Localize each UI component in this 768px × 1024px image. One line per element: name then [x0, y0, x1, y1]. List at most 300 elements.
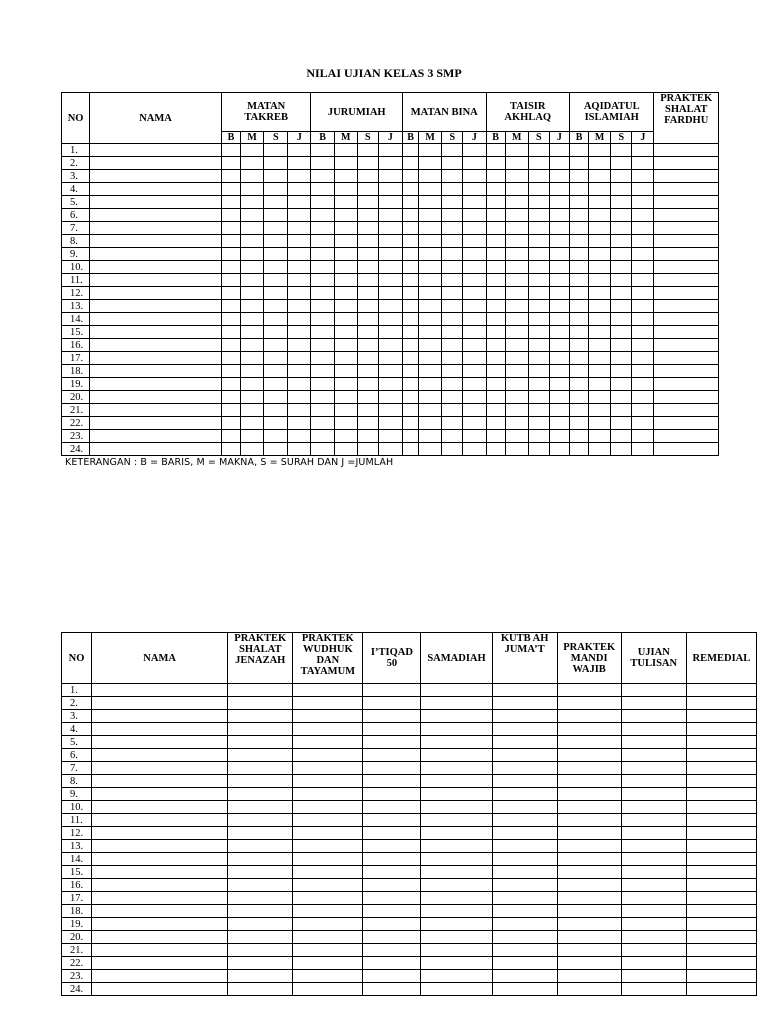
table-cell — [686, 710, 756, 723]
table-cell — [486, 430, 505, 443]
table-cell — [293, 762, 363, 775]
table-cell — [92, 944, 228, 957]
table-row — [62, 853, 757, 866]
table-cell — [403, 391, 419, 404]
table-cell — [311, 339, 334, 352]
table-cell — [505, 326, 528, 339]
table-cell — [221, 235, 240, 248]
table-cell — [549, 209, 569, 222]
table-cell — [92, 905, 228, 918]
table-cell — [357, 144, 378, 157]
table-cell — [241, 222, 264, 235]
table-cell — [241, 378, 264, 391]
table-cell — [403, 196, 419, 209]
table-cell — [654, 430, 719, 443]
table-cell — [492, 684, 557, 697]
table-cell — [221, 430, 240, 443]
row-number: 3. — [62, 170, 90, 183]
table-cell — [421, 853, 492, 866]
table-cell — [419, 430, 442, 443]
table-cell — [611, 196, 632, 209]
table-cell — [288, 417, 311, 430]
table-cell — [357, 274, 378, 287]
table-cell — [221, 391, 240, 404]
table-cell — [654, 157, 719, 170]
table-cell — [378, 287, 402, 300]
table-cell — [589, 170, 611, 183]
table-row — [62, 196, 719, 209]
table-cell — [419, 287, 442, 300]
table-cell — [442, 157, 463, 170]
table-cell — [686, 957, 756, 970]
table-cell — [611, 209, 632, 222]
table-cell — [505, 313, 528, 326]
table-cell — [632, 430, 654, 443]
table-cell — [486, 222, 505, 235]
col-header: KUTB AH JUMA’T — [492, 633, 557, 684]
table-cell — [621, 892, 686, 905]
table-cell — [293, 788, 363, 801]
table-cell — [442, 222, 463, 235]
table-cell — [549, 222, 569, 235]
table-cell — [621, 814, 686, 827]
table-row — [62, 879, 757, 892]
table-cell — [288, 248, 311, 261]
table-cell — [421, 983, 492, 996]
table-cell — [264, 391, 288, 404]
row-number: 17. — [62, 352, 90, 365]
table-cell — [357, 248, 378, 261]
table-cell — [378, 417, 402, 430]
table-cell — [621, 723, 686, 736]
table-cell — [92, 749, 228, 762]
table-cell — [92, 775, 228, 788]
table-cell — [589, 339, 611, 352]
table-cell — [492, 944, 557, 957]
table-cell — [403, 287, 419, 300]
table-cell — [528, 235, 549, 248]
table-cell — [357, 391, 378, 404]
table-cell — [486, 313, 505, 326]
table-cell — [589, 313, 611, 326]
table-cell — [378, 235, 402, 248]
table-cell — [288, 170, 311, 183]
col-subheader: J — [549, 132, 569, 144]
table-cell — [589, 365, 611, 378]
table-cell — [228, 905, 293, 918]
table-cell — [293, 853, 363, 866]
table-cell — [621, 905, 686, 918]
table-cell — [442, 352, 463, 365]
table-cell — [528, 443, 549, 456]
col-group-header: AQIDATUL ISLAMIAH — [569, 93, 653, 132]
table-cell — [549, 300, 569, 313]
row-number: 12. — [62, 827, 92, 840]
table-cell — [442, 365, 463, 378]
table-cell — [569, 300, 588, 313]
table-cell — [363, 905, 421, 918]
table-row — [62, 801, 757, 814]
table-cell — [288, 404, 311, 417]
table-cell — [686, 827, 756, 840]
table-cell — [611, 287, 632, 300]
table-cell — [378, 248, 402, 261]
table-cell — [288, 352, 311, 365]
table-cell — [557, 697, 621, 710]
table-cell — [492, 749, 557, 762]
table-cell — [486, 274, 505, 287]
row-number: 10. — [62, 801, 92, 814]
table-cell — [557, 762, 621, 775]
table-cell — [311, 326, 334, 339]
table-cell — [421, 931, 492, 944]
table-cell — [557, 944, 621, 957]
table-cell — [419, 404, 442, 417]
table-cell — [378, 157, 402, 170]
table-cell — [357, 365, 378, 378]
table-cell — [686, 801, 756, 814]
table-cell — [611, 326, 632, 339]
table-cell — [228, 762, 293, 775]
table-cell — [288, 274, 311, 287]
table-cell — [90, 209, 222, 222]
table-cell — [403, 222, 419, 235]
table-cell — [505, 183, 528, 196]
table-cell — [293, 840, 363, 853]
table-cell — [241, 339, 264, 352]
table-cell — [293, 866, 363, 879]
col-header: NO — [62, 633, 92, 684]
table-cell — [654, 300, 719, 313]
table-cell — [90, 183, 222, 196]
row-number: 1. — [62, 144, 90, 157]
table-cell — [611, 313, 632, 326]
table-cell — [569, 144, 588, 157]
table-cell — [492, 736, 557, 749]
table-cell — [442, 326, 463, 339]
table-cell — [357, 352, 378, 365]
table-cell — [557, 918, 621, 931]
table-cell — [611, 352, 632, 365]
col-header: UJIAN TULISAN — [621, 633, 686, 684]
table-cell — [378, 300, 402, 313]
table-row — [62, 957, 757, 970]
table-cell — [463, 300, 486, 313]
table-cell — [421, 957, 492, 970]
table-cell — [378, 144, 402, 157]
table-cell — [419, 196, 442, 209]
row-number: 16. — [62, 339, 90, 352]
table-cell — [228, 918, 293, 931]
table-cell — [241, 326, 264, 339]
table-cell — [621, 775, 686, 788]
table-cell — [421, 918, 492, 931]
table-cell — [363, 736, 421, 749]
table-cell — [288, 300, 311, 313]
col-header-no: NO — [62, 93, 90, 144]
table-cell — [549, 430, 569, 443]
table-cell — [486, 365, 505, 378]
table-cell — [90, 235, 222, 248]
table-cell — [632, 222, 654, 235]
table-cell — [221, 365, 240, 378]
table-cell — [241, 313, 264, 326]
table-cell — [589, 222, 611, 235]
table-cell — [357, 300, 378, 313]
table-cell — [463, 378, 486, 391]
table-cell — [378, 365, 402, 378]
table-cell — [228, 892, 293, 905]
table-cell — [505, 144, 528, 157]
table-cell — [654, 404, 719, 417]
table-cell — [288, 430, 311, 443]
table-cell — [288, 391, 311, 404]
table-cell — [463, 443, 486, 456]
table-cell — [557, 970, 621, 983]
table-cell — [557, 827, 621, 840]
col-group-header: MATAN BINA — [403, 93, 487, 132]
table-cell — [421, 827, 492, 840]
table-cell — [363, 762, 421, 775]
table-cell — [334, 378, 357, 391]
table-cell — [293, 918, 363, 931]
table-cell — [288, 235, 311, 248]
table-cell — [621, 931, 686, 944]
table-cell — [557, 905, 621, 918]
table-cell — [221, 170, 240, 183]
table-cell — [421, 788, 492, 801]
table-cell — [442, 248, 463, 261]
table-cell — [569, 326, 588, 339]
table-cell — [311, 170, 334, 183]
table-cell — [90, 365, 222, 378]
table-cell — [90, 378, 222, 391]
table-row — [62, 430, 719, 443]
table-cell — [421, 762, 492, 775]
table-cell — [549, 391, 569, 404]
table-cell — [611, 430, 632, 443]
table-cell — [419, 378, 442, 391]
table-cell — [528, 196, 549, 209]
table-cell — [378, 443, 402, 456]
table-cell — [334, 326, 357, 339]
table-cell — [421, 879, 492, 892]
table-cell — [363, 814, 421, 827]
table-cell — [403, 170, 419, 183]
table-cell — [221, 209, 240, 222]
table-cell — [221, 417, 240, 430]
table-cell — [288, 157, 311, 170]
table-cell — [264, 209, 288, 222]
table-cell — [241, 183, 264, 196]
row-number: 24. — [62, 983, 92, 996]
row-number: 13. — [62, 840, 92, 853]
table-cell — [492, 866, 557, 879]
table-cell — [632, 157, 654, 170]
table-cell — [92, 892, 228, 905]
table-cell — [90, 339, 222, 352]
table-row — [62, 918, 757, 931]
table-cell — [363, 970, 421, 983]
table-cell — [621, 788, 686, 801]
table-cell — [419, 144, 442, 157]
table-cell — [442, 261, 463, 274]
table-cell — [357, 404, 378, 417]
table-cell — [654, 170, 719, 183]
table-cell — [264, 404, 288, 417]
table-cell — [221, 144, 240, 157]
table-cell — [363, 892, 421, 905]
table-cell — [311, 430, 334, 443]
table-cell — [90, 391, 222, 404]
table-cell — [403, 326, 419, 339]
table-cell — [621, 957, 686, 970]
table-cell — [288, 222, 311, 235]
table-cell — [421, 866, 492, 879]
table-cell — [589, 430, 611, 443]
table-cell — [90, 352, 222, 365]
table-cell — [654, 391, 719, 404]
table-cell — [621, 710, 686, 723]
table-cell — [228, 931, 293, 944]
table-cell — [632, 287, 654, 300]
table-cell — [569, 365, 588, 378]
table-cell — [549, 144, 569, 157]
table-cell — [92, 853, 228, 866]
table-cell — [421, 710, 492, 723]
table-cell — [621, 827, 686, 840]
table-row — [62, 788, 757, 801]
row-number: 23. — [62, 970, 92, 983]
table-cell — [357, 222, 378, 235]
table-row — [62, 931, 757, 944]
row-number: 2. — [62, 157, 90, 170]
table-cell — [505, 222, 528, 235]
table-cell — [463, 339, 486, 352]
table-cell — [421, 697, 492, 710]
table-cell — [419, 248, 442, 261]
col-subheader: S — [442, 132, 463, 144]
table-cell — [241, 170, 264, 183]
col-group-header: MATAN TAKREB — [221, 93, 311, 132]
table-cell — [611, 157, 632, 170]
table-cell — [505, 443, 528, 456]
table-row — [62, 222, 719, 235]
table-cell — [654, 326, 719, 339]
table-cell — [293, 814, 363, 827]
table-cell — [492, 801, 557, 814]
table-cell — [264, 430, 288, 443]
table-cell — [686, 762, 756, 775]
table-cell — [557, 749, 621, 762]
table-cell — [92, 762, 228, 775]
table-cell — [654, 248, 719, 261]
table-cell — [654, 287, 719, 300]
table-cell — [334, 391, 357, 404]
score-table-1 — [61, 92, 719, 456]
table-cell — [492, 879, 557, 892]
table-cell — [92, 710, 228, 723]
table-cell — [505, 261, 528, 274]
table-cell — [463, 248, 486, 261]
row-number: 12. — [62, 287, 90, 300]
table-cell — [654, 352, 719, 365]
table-cell — [264, 144, 288, 157]
table-cell — [505, 417, 528, 430]
table-cell — [621, 749, 686, 762]
table-cell — [241, 235, 264, 248]
table-cell — [221, 339, 240, 352]
table-cell — [334, 183, 357, 196]
row-number: 22. — [62, 417, 90, 430]
table-cell — [557, 723, 621, 736]
table-cell — [264, 196, 288, 209]
table-cell — [403, 404, 419, 417]
table-cell — [363, 866, 421, 879]
table-cell — [463, 365, 486, 378]
table-cell — [621, 879, 686, 892]
table-cell — [611, 339, 632, 352]
table-cell — [241, 196, 264, 209]
table-cell — [632, 235, 654, 248]
table-cell — [621, 944, 686, 957]
table-cell — [264, 443, 288, 456]
col-subheader: M — [589, 132, 611, 144]
row-number: 15. — [62, 866, 92, 879]
table-cell — [357, 209, 378, 222]
table-cell — [549, 196, 569, 209]
table-cell — [557, 840, 621, 853]
table-cell — [311, 183, 334, 196]
table-cell — [611, 300, 632, 313]
table-cell — [92, 788, 228, 801]
table-cell — [589, 300, 611, 313]
table-cell — [264, 326, 288, 339]
table-cell — [264, 274, 288, 287]
table-cell — [403, 261, 419, 274]
table-cell — [363, 840, 421, 853]
table-cell — [654, 235, 719, 248]
table-cell — [528, 248, 549, 261]
table-cell — [505, 404, 528, 417]
table-cell — [421, 749, 492, 762]
table-cell — [403, 417, 419, 430]
table-cell — [221, 261, 240, 274]
table-cell — [486, 391, 505, 404]
table-cell — [228, 710, 293, 723]
table-cell — [611, 261, 632, 274]
col-subheader: B — [311, 132, 334, 144]
table-cell — [442, 209, 463, 222]
col-subheader: S — [528, 132, 549, 144]
table-cell — [632, 248, 654, 261]
table-row — [62, 749, 757, 762]
table-cell — [589, 417, 611, 430]
col-subheader: S — [264, 132, 288, 144]
table-row — [62, 684, 757, 697]
table-cell — [589, 287, 611, 300]
table-cell — [589, 352, 611, 365]
table-cell — [221, 248, 240, 261]
table-cell — [421, 892, 492, 905]
table-row — [62, 157, 719, 170]
table-cell — [463, 196, 486, 209]
table-cell — [492, 827, 557, 840]
table-cell — [486, 157, 505, 170]
table-cell — [569, 443, 588, 456]
row-number: 19. — [62, 378, 90, 391]
table-row — [62, 892, 757, 905]
